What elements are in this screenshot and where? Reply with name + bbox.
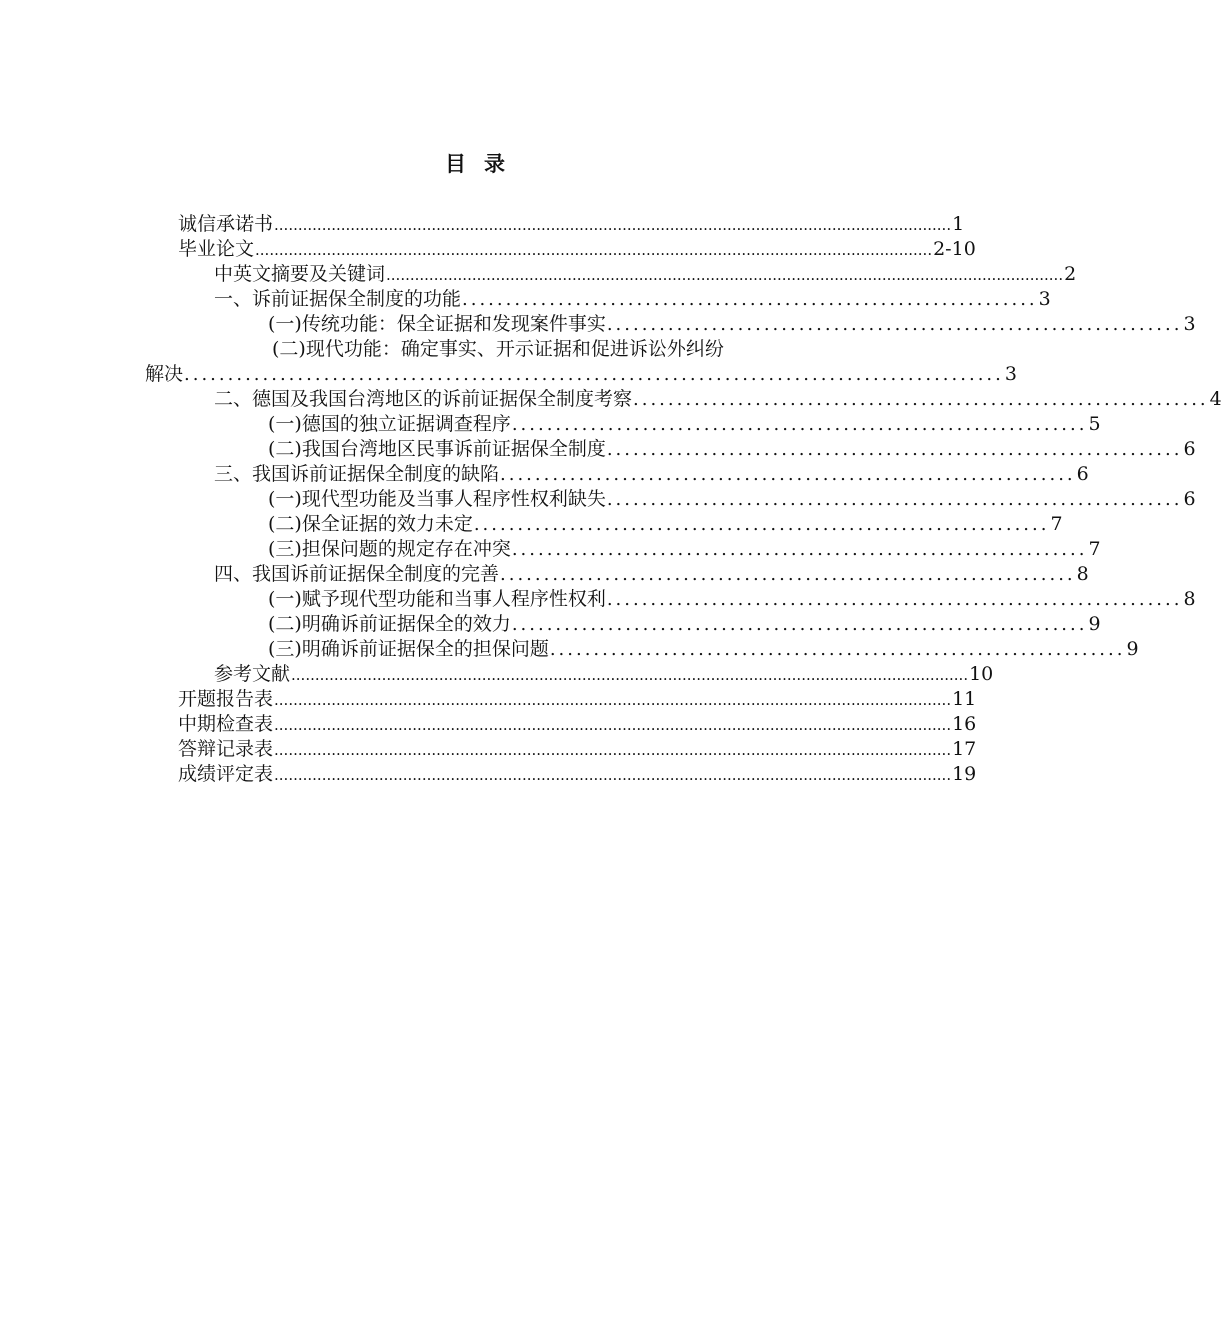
toc-entry-defense-record[interactable] — [178, 737, 977, 761]
toc-entry-section-1-1[interactable] — [268, 312, 1196, 336]
dot-leader: .............................................................................................................................................. — [274, 216, 952, 234]
toc-entry-page: 6 — [1183, 438, 1196, 460]
toc-entry-section-1-2-cont[interactable] — [145, 362, 1017, 386]
toc-entry-page: 3 — [1004, 363, 1017, 385]
toc-entry-section-2[interactable] — [214, 387, 1222, 411]
toc-entry-section-3-3[interactable] — [268, 537, 1101, 561]
dot-leader: .................................................................. — [473, 514, 1050, 535]
toc-entry-page: 8 — [1076, 563, 1089, 585]
toc-entry-label: (一)现代型功能及当事人程序性权利缺失 — [268, 488, 606, 510]
toc-entry-section-4-3[interactable] — [268, 637, 1139, 661]
toc-entry-page: 10 — [969, 663, 994, 685]
toc-entry-label: (三)担保问题的规定存在冲突 — [268, 538, 511, 560]
dot-leader: .................................................................. — [606, 489, 1183, 510]
toc-entry-page: 1 — [952, 213, 965, 235]
toc-entry-thesis[interactable] — [178, 237, 976, 261]
toc-entry-section-1-2[interactable] — [272, 337, 818, 361]
dot-leader: .............................................................................................................................................. — [386, 266, 1064, 284]
toc-entry-label: 四、我国诉前证据保全制度的完善 — [214, 563, 500, 585]
toc-entry-page: 3 — [1183, 313, 1196, 335]
toc-entry-label: (三)明确诉前证据保全的担保问题 — [268, 638, 549, 660]
toc-entry-page: 9 — [1088, 613, 1101, 635]
toc-entry-label: 开题报告表 — [178, 688, 274, 710]
toc-entry-section-3[interactable] — [214, 462, 1089, 486]
toc-entry-label: (二)我国台湾地区民事诉前证据保全制度 — [268, 438, 606, 460]
toc-entry-label: 三、我国诉前证据保全制度的缺陷 — [214, 463, 500, 485]
dot-leader: .................................................................. — [606, 589, 1183, 610]
toc-entry-page: 6 — [1076, 463, 1089, 485]
dot-leader: .............................................................................................................................................. — [274, 741, 952, 759]
dot-leader: .............................................................................................................................................. — [291, 666, 969, 684]
toc-entry-label: 诚信承诺书 — [178, 213, 274, 235]
toc-entry-page: 16 — [952, 713, 977, 735]
toc-entry-midterm-check[interactable] — [178, 712, 977, 736]
toc-entry-page: 5 — [1088, 413, 1101, 435]
toc-entry-label: 中期检查表 — [178, 713, 274, 735]
toc-entry-label: (一)传统功能：保全证据和发现案件事实 — [268, 313, 606, 335]
dot-leader: .................................................................. — [606, 314, 1183, 335]
toc-entry-page: 3 — [1038, 288, 1051, 310]
toc-entry-section-4[interactable] — [214, 562, 1089, 586]
page-title: 目录 — [445, 152, 523, 176]
toc-entry-label: 解决 — [145, 363, 184, 385]
toc-entry-label: 成绩评定表 — [178, 763, 274, 785]
dot-leader: .............................................................................................................................................. — [274, 766, 952, 784]
toc-entry-label: 二、德国及我国台湾地区的诉前证据保全制度考察 — [214, 388, 633, 410]
toc-entry-page: 8 — [1183, 588, 1196, 610]
toc-entry-page: 4 — [1209, 388, 1222, 410]
toc-entry-page: 9 — [1126, 638, 1139, 660]
toc-entry-section-3-2[interactable] — [268, 512, 1063, 536]
toc-entry-section-3-1[interactable] — [268, 487, 1196, 511]
dot-leader: .................................................................. — [511, 539, 1088, 560]
toc-entry-page: 6 — [1183, 488, 1196, 510]
toc-entry-label: 答辩记录表 — [178, 738, 274, 760]
toc-entry-honesty-pledge[interactable] — [178, 212, 965, 236]
dot-leader: .................................................................. — [462, 289, 1038, 310]
toc-entry-section-4-2[interactable] — [268, 612, 1101, 636]
toc-entry-page: 19 — [952, 763, 977, 785]
dot-leader: .............................................................................................. — [184, 364, 1004, 385]
toc-entry-label: (二)现代功能：确定事实、开示证据和促进诉讼外纠纷 — [272, 338, 724, 360]
toc-entry-abstract[interactable] — [214, 262, 1077, 286]
toc-entry-label: (二)保全证据的效力未定 — [268, 513, 473, 535]
toc-entry-section-2-1[interactable] — [268, 412, 1101, 436]
toc-entry-label: (一)赋予现代型功能和当事人程序性权利 — [268, 588, 606, 610]
toc-entry-page: 7 — [1088, 538, 1101, 560]
toc-entry-grade-evaluation[interactable] — [178, 762, 977, 786]
toc-entry-label: (二)明确诉前证据保全的效力 — [268, 613, 511, 635]
toc-entry-page: 11 — [952, 688, 977, 710]
toc-entry-label: 一、诉前证据保全制度的功能 — [214, 288, 462, 310]
toc-entry-page: 17 — [952, 738, 977, 760]
toc-entry-label: (一)德国的独立证据调查程序 — [268, 413, 511, 435]
dot-leader: .............................................................................................................................................. — [255, 241, 933, 259]
toc-entry-page: 2 — [1064, 263, 1077, 285]
toc-entry-label: 中英文摘要及关键词 — [214, 263, 386, 285]
toc-entry-section-1[interactable] — [214, 287, 1051, 311]
toc-entry-label: 毕业论文 — [178, 238, 255, 260]
dot-leader: .................................................................. — [500, 564, 1076, 585]
dot-leader: .............................................................................................................................................. — [274, 691, 952, 709]
dot-leader: .................................................................. — [633, 389, 1209, 410]
dot-leader: .................................................................. — [500, 464, 1076, 485]
toc-entry-section-2-2[interactable] — [268, 437, 1196, 461]
dot-leader: .................................................................. — [549, 639, 1126, 660]
toc-entry-page: 7 — [1050, 513, 1063, 535]
dot-leader: .................................................................. — [511, 614, 1088, 635]
toc-entry-references[interactable] — [214, 662, 994, 686]
toc-entry-label: 参考文献 — [214, 663, 291, 685]
toc-entry-page: 2-10 — [933, 238, 976, 260]
dot-leader: .................................................................. — [606, 439, 1183, 460]
toc-entry-proposal-report[interactable] — [178, 687, 977, 711]
toc-entry-section-4-1[interactable] — [268, 587, 1196, 611]
dot-leader: .................................................................. — [511, 414, 1088, 435]
dot-leader: .............................................................................................................................................. — [274, 716, 952, 734]
